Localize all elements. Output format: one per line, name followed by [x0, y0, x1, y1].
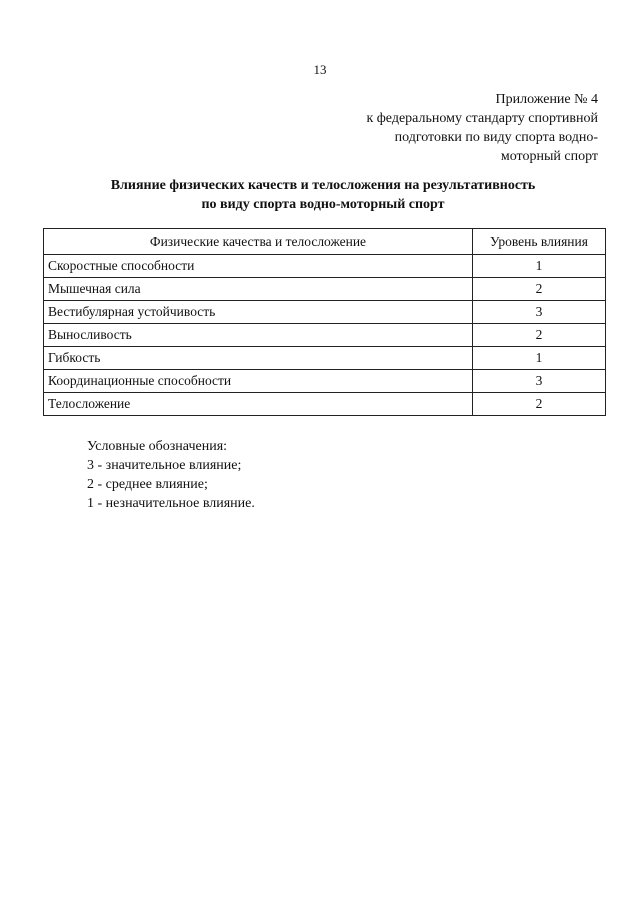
- table-row: [44, 324, 606, 347]
- quality-cell: Выносливость: [44, 324, 473, 347]
- page-number: 13: [313, 62, 327, 77]
- table-row: [44, 255, 606, 278]
- level-cell: 2: [473, 393, 606, 416]
- influence-table: [43, 228, 606, 416]
- quality-cell: Телосложение: [44, 393, 473, 416]
- level-cell: 3: [473, 301, 606, 324]
- quality-cell: Вестибулярная устойчивость: [44, 301, 473, 324]
- level-cell: 2: [473, 324, 606, 347]
- level-cell: 1: [473, 347, 606, 370]
- column-header-quality: Физические качества и телосложение: [44, 229, 473, 255]
- appendix-line: к федеральному стандарту спортивной: [366, 111, 598, 126]
- quality-cell: Мышечная сила: [44, 278, 473, 301]
- table-header-row: [44, 229, 606, 255]
- table-row: [44, 301, 606, 324]
- level-cell: 2: [473, 278, 606, 301]
- column-header-level: Уровень влияния: [473, 229, 606, 255]
- legend-item: 2 - среднее влияние;: [87, 477, 208, 492]
- quality-cell: Координационные способности: [44, 370, 473, 393]
- level-cell: 3: [473, 370, 606, 393]
- legend-title: Условные обозначения:: [87, 439, 228, 454]
- appendix-line: моторный спорт: [500, 149, 598, 164]
- title-line: по виду спорта водно-моторный спорт: [201, 197, 445, 212]
- table-row: [44, 347, 606, 370]
- level-cell: 1: [473, 255, 606, 278]
- quality-cell: Гибкость: [44, 347, 473, 370]
- legend: [87, 437, 255, 513]
- document-title: [0, 176, 640, 214]
- appendix-line: Приложение № 4: [495, 92, 598, 107]
- legend-item: 3 - значительное влияние;: [87, 458, 242, 473]
- quality-cell: Скоростные способности: [44, 255, 473, 278]
- table-row: [44, 278, 606, 301]
- appendix-line: подготовки по виду спорта водно-: [394, 130, 598, 145]
- appendix-reference: [298, 90, 598, 166]
- table-row: [44, 370, 606, 393]
- legend-item: 1 - незначительное влияние.: [87, 496, 255, 511]
- table-row: [44, 393, 606, 416]
- title-line: Влияние физических качеств и телосложения на результативность: [110, 178, 536, 193]
